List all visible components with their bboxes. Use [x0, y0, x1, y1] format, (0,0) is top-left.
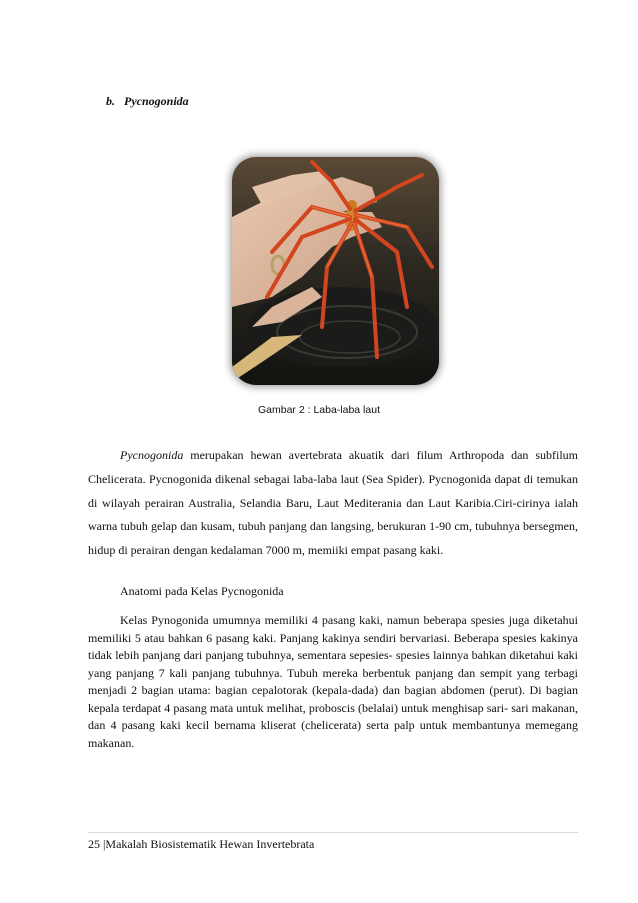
figure-caption: Gambar 2 : Laba-laba laut	[258, 404, 380, 416]
paragraph-anatomy: Kelas Pynogonida umumnya memiliki 4 pasang kaki, namun beberapa spesies juga diketahui memiliki 5 atau bahkan 6 pasang kaki. Panjang kakinya sendiri bervariasi. Beberapa spesies kakinya tidak lebih panjang dari panjang tubuhnya, sementara sepesies- spesies lainnya bahkan diketahui kaki yang panjang 7 kali panjang tubuhnya. Tubuh mereka berbentuk panjang dan sempit yang terbagi menjadi 2 bagian utama: bagian cepalotorak (kepala-dada) dan bagian abdomen (perut). Di bagian kepala terdapat 4 pasang mata untuk melihat, proboscis (belalai) untuk menghisap sari- sari makanan, dan 4 pasang kaki kecil bernama kliserat (chelicerata) serta palp untuk membantunya memegang makanan.	[88, 613, 578, 750]
section-letter: b.	[106, 94, 115, 108]
paragraph-intro-body: merupakan hewan avertebrata akuatik dari filum Arthropoda dan subfilum Chelicerata. Pycnogonida dikenal sebagai laba-laba laut (Sea Spider). Pycnogonida dapat di temukan di wilayah perairan Australia, Selandia Baru, Laut Mediterania dan Laut Karibia.Ciri-cirinya ialah warna tubuh gelap dan kusam, tubuh panjang dan langsing, berukuran 1-90 cm, tubuhnya bersegmen, hidup di perairan dengan kedalaman 7000 m, memiiki empat pasang kaki.	[88, 448, 578, 558]
section-title: Pycnogonida	[124, 94, 189, 108]
section-heading	[106, 94, 189, 109]
footer-divider	[88, 832, 578, 833]
page-footer: 25 |Makalah Biosistematik Hewan Invertebrata	[88, 837, 315, 851]
paragraph-intro	[88, 444, 578, 563]
sea-spider-illustration	[232, 157, 439, 385]
sea-spider-photo	[232, 157, 439, 385]
paragraph-intro-first-word: Pycnogonida	[120, 448, 184, 462]
anatomy-subheading: Anatomi pada Kelas Pycnogonida	[120, 584, 284, 598]
